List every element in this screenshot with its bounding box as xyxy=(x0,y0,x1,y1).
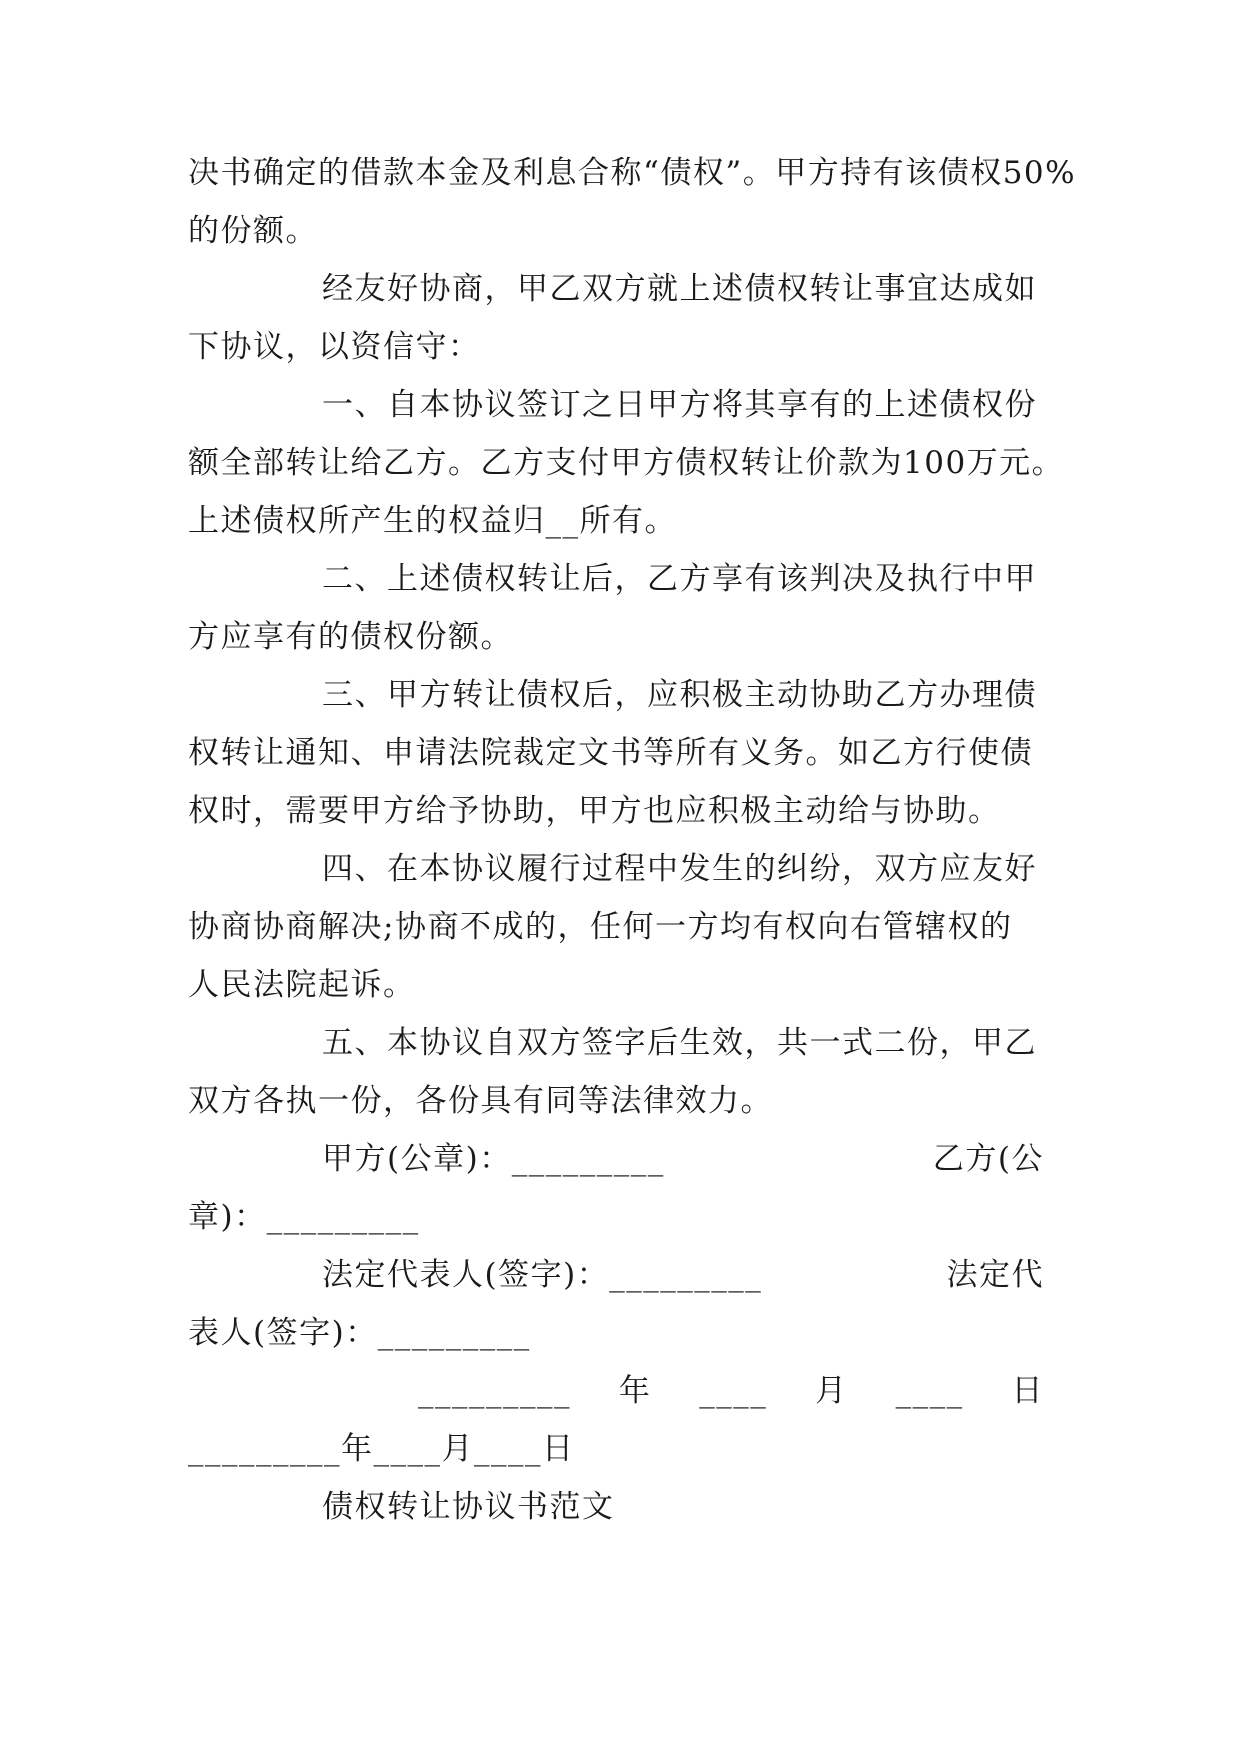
clause-4-line-1: 四、在本协议履行过程中发生的纠纷，双方应友好 xyxy=(322,851,1037,887)
date-a-month-blank: ____ xyxy=(699,1373,768,1409)
date-a-day-label: 日 xyxy=(1011,1373,1044,1409)
clause-3-line-3: 权时，需要甲方给予协助，甲方也应积极主动给与协助。 xyxy=(188,793,1001,829)
date-a-month-label: 月 xyxy=(815,1373,848,1409)
clause-1-line-2: 额全部转让给乙方。乙方支付甲方债权转让价款为100万元。 xyxy=(188,445,1065,481)
next-section-title: 债权转让协议书范文 xyxy=(322,1489,615,1525)
date-a-day-blank: ____ xyxy=(895,1373,964,1409)
clause-3-line-2: 权转让通知、申请法院裁定文书等所有义务。如乙方行使债 xyxy=(188,735,1033,771)
party-b-seal-start: 乙方(公 xyxy=(932,1141,1044,1177)
clause-4-line-3: 人民法院起诉。 xyxy=(188,967,416,1003)
party-a-representative: 法定代表人(签字)：_________ xyxy=(322,1257,763,1293)
clause-1-line-1: 一、自本协议签订之日甲方将其享有的上述债权份 xyxy=(322,387,1037,423)
clause-2-line-1: 二、上述债权转让后，乙方享有该判决及执行中甲 xyxy=(322,561,1037,597)
party-b-seal-end: 章)：_________ xyxy=(188,1199,420,1235)
preamble-line-2: 下协议，以资信守： xyxy=(188,329,481,365)
clause-4-line-2: 协商协商解决;协商不成的，任何一方均有权向右管辖权的 xyxy=(188,909,1013,945)
clause-5-line-2: 双方各执一份，各份具有同等法律效力。 xyxy=(188,1083,773,1119)
party-b-representative-end: 表人(签字)：_________ xyxy=(188,1315,531,1351)
intro-line-1: 决书确定的借款本金及利息合称“债权”。甲方持有该债权50% xyxy=(188,155,1077,191)
party-b-representative-start: 法定代 xyxy=(946,1257,1044,1293)
date-a-year-blank: _________ xyxy=(418,1373,571,1409)
clause-2-line-2: 方应享有的债权份额。 xyxy=(188,619,513,655)
clause-3-line-1: 三、甲方转让债权后，应积极主动协助乙方办理债 xyxy=(322,677,1037,713)
representative-line xyxy=(322,1255,1044,1295)
clause-1-line-3: 上述债权所产生的权益归__所有。 xyxy=(188,503,677,539)
seal-line xyxy=(322,1139,1044,1179)
preamble-line-1: 经友好协商，甲乙双方就上述债权转让事宜达成如 xyxy=(322,271,1037,307)
date-line-b: _________年____月____日 xyxy=(188,1431,575,1467)
party-a-seal: 甲方(公章)：_________ xyxy=(322,1141,665,1177)
date-a-year-label: 年 xyxy=(618,1373,652,1409)
date-line-a xyxy=(418,1371,1044,1411)
intro-line-2: 的份额。 xyxy=(188,213,318,249)
clause-5-line-1: 五、本协议自双方签字后生效，共一式二份，甲乙 xyxy=(322,1025,1037,1061)
